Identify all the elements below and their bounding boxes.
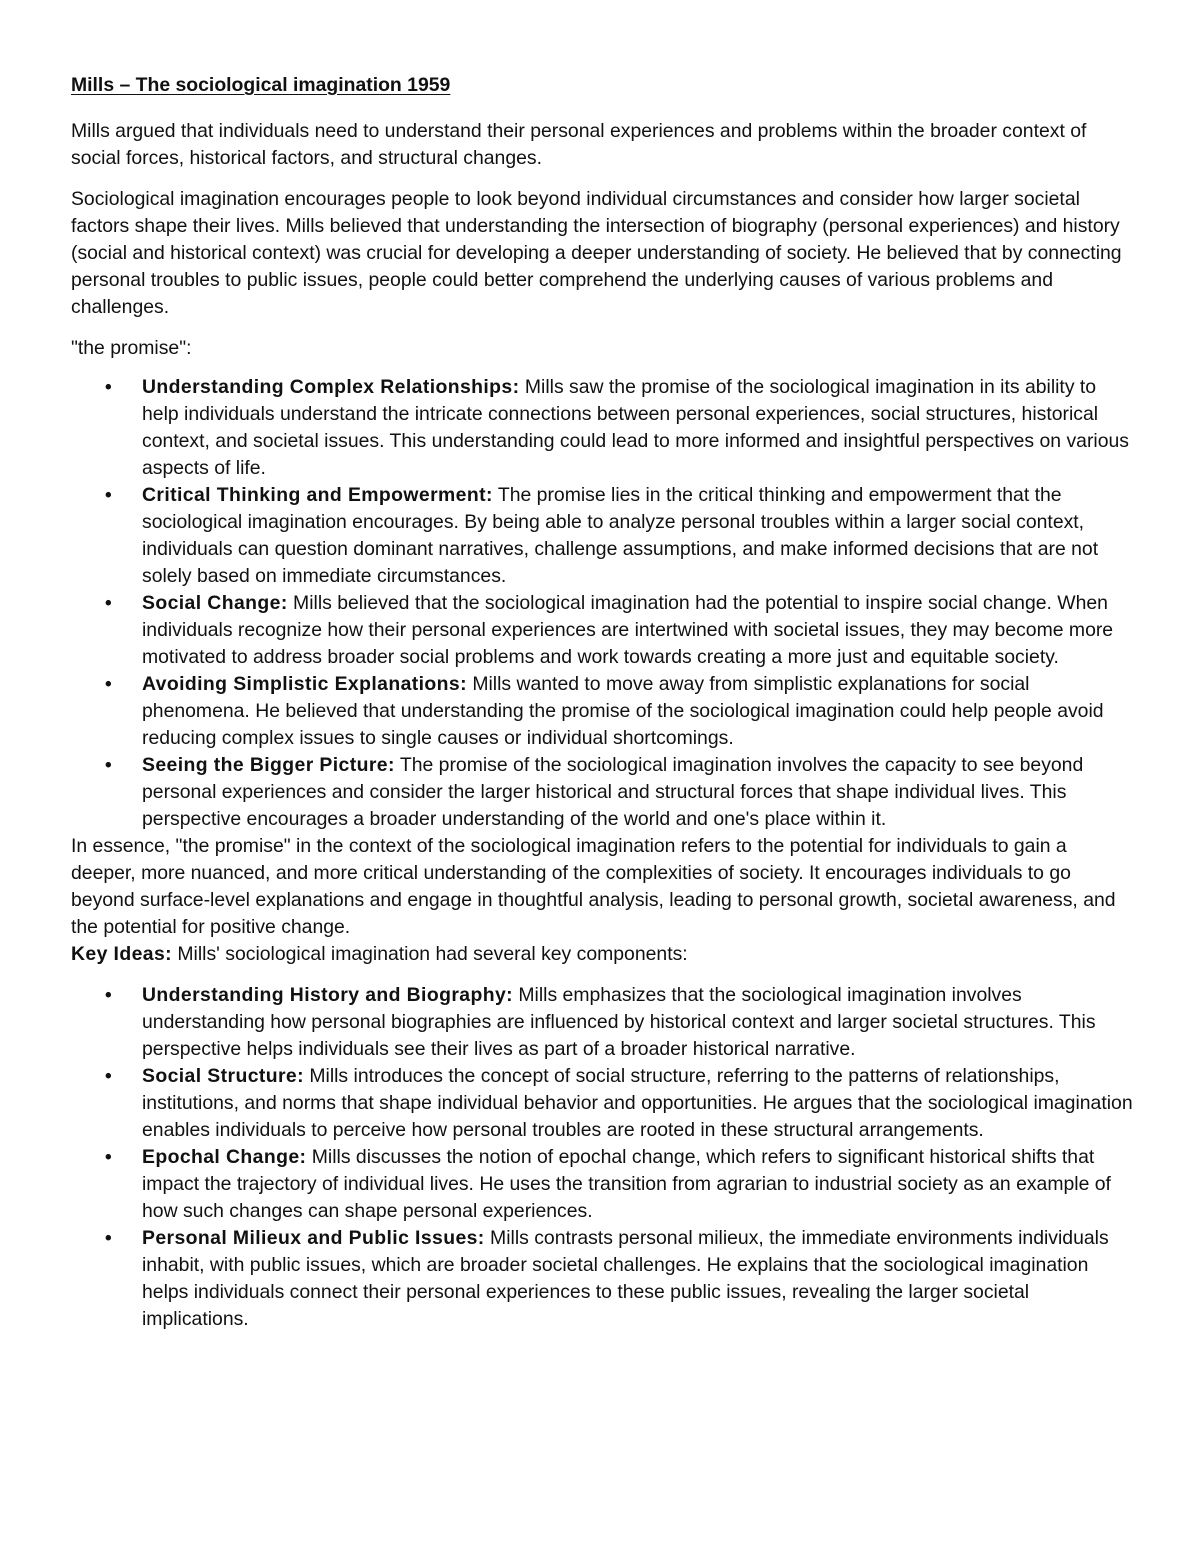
item-term: Social Structure: xyxy=(142,1065,304,1087)
list-item xyxy=(71,1225,1136,1333)
item-text: Mills wanted to move away from simplistic explanations for social phenomena. He believed that understanding the promise of the sociological imagination could help people avoid reducing complex issues to single causes or individual shortcomings. xyxy=(142,673,1104,749)
key-ideas-text: Mills' sociological imagination had several key components: xyxy=(172,943,688,965)
document-page xyxy=(71,70,1136,1333)
promise-list xyxy=(71,374,1136,833)
bullet-icon xyxy=(105,1225,112,1252)
bullet-icon xyxy=(105,1063,112,1090)
key-ideas-paragraph xyxy=(71,941,1136,968)
bullet-icon xyxy=(105,752,112,779)
key-ideas-label: Key Ideas: xyxy=(71,943,173,965)
item-text: The promise of the sociological imagination involves the capacity to see beyond personal experiences and consider the larger historical and structural forces that shape individual lives. This perspective encourages a broader understanding of the world and one's place within it. xyxy=(142,754,1084,830)
bullet-icon xyxy=(105,1144,112,1171)
item-text: Mills believed that the sociological imagination had the potential to inspire social change. When individuals recognize how their personal experiences are intertwined with societal issues, they may become more motivated to address broader social problems and work towards creating a more just and equitable society. xyxy=(142,592,1114,668)
item-text: The promise lies in the critical thinking and empowerment that the sociological imagination encourages. By being able to analyze personal troubles within a larger social context, individuals can question dominant narratives, challenge assumptions, and make informed decisions that are not solely based on immediate circumstances. xyxy=(142,484,1099,587)
document-title: Mills – The sociological imagination 1959 xyxy=(71,74,451,96)
intro-paragraph-2: Sociological imagination encourages people to look beyond individual circumstances and consider how larger societal factors shape their lives. Mills believed that understanding the intersection of biography (personal experiences) and history (social and historical context) was crucial for developing a deeper understanding of society. He believed that by connecting personal troubles to public issues, people could better comprehend the underlying causes of various problems and challenges. xyxy=(71,188,1122,318)
bullet-icon xyxy=(105,590,112,617)
bullet-icon xyxy=(105,982,112,1009)
item-term: Avoiding Simplistic Explanations: xyxy=(142,673,467,695)
list-item xyxy=(71,590,1136,671)
item-term: Critical Thinking and Empowerment: xyxy=(142,484,493,506)
bullet-icon xyxy=(105,374,112,401)
list-item xyxy=(71,671,1136,752)
item-text: Mills discusses the notion of epochal change, which refers to significant historical shifts that impact the trajectory of individual lives. He uses the transition from agrarian to industrial society as an example of how such changes can shape personal experiences. xyxy=(142,1146,1111,1222)
promise-heading: "the promise": xyxy=(71,337,192,359)
item-text: Mills contrasts personal milieux, the immediate environments individuals inhabit, with public issues, which are broader societal challenges. He explains that the sociological imagination helps individuals connect their personal experiences to these public issues, revealing the larger societal implications. xyxy=(142,1227,1109,1330)
bullet-icon xyxy=(105,482,112,509)
list-item xyxy=(71,982,1136,1063)
list-item xyxy=(71,1144,1136,1225)
item-text: Mills introduces the concept of social structure, referring to the patterns of relationships, institutions, and norms that shape individual behavior and opportunities. He argues that the sociological imagination enables individuals to perceive how personal troubles are rooted in these structural arrangements. xyxy=(142,1065,1133,1141)
item-term: Personal Milieux and Public Issues: xyxy=(142,1227,485,1249)
list-item xyxy=(71,1063,1136,1144)
item-term: Seeing the Bigger Picture: xyxy=(142,754,395,776)
item-term: Social Change: xyxy=(142,592,288,614)
item-term: Understanding History and Biography: xyxy=(142,984,513,1006)
bullet-icon xyxy=(105,671,112,698)
item-term: Understanding Complex Relationships: xyxy=(142,376,520,398)
key-ideas-list xyxy=(71,982,1136,1333)
list-item xyxy=(71,752,1136,833)
essence-paragraph: In essence, "the promise" in the context of the sociological imagination refers to the potential for individuals to gain a deeper, more nuanced, and more critical understanding of the complexities of society. It encourages individuals to go beyond surface-level explanations and engage in thoughtful analysis, leading to personal growth, societal awareness, and the potential for positive change. xyxy=(71,835,1116,938)
list-item xyxy=(71,374,1136,482)
item-text: Mills emphasizes that the sociological imagination involves understanding how personal biographies are influenced by historical context and larger societal structures. This perspective helps individuals see their lives as part of a broader historical narrative. xyxy=(142,984,1096,1060)
item-text: Mills saw the promise of the sociological imagination in its ability to help individuals understand the intricate connections between personal experiences, social structures, historical context, and societal issues. This understanding could lead to more informed and insightful perspectives on various aspects of life. xyxy=(142,376,1129,479)
item-term: Epochal Change: xyxy=(142,1146,307,1168)
intro-paragraph-1: Mills argued that individuals need to understand their personal experiences and problems within the broader context of social forces, historical factors, and structural changes. xyxy=(71,120,1087,169)
list-item xyxy=(71,482,1136,590)
